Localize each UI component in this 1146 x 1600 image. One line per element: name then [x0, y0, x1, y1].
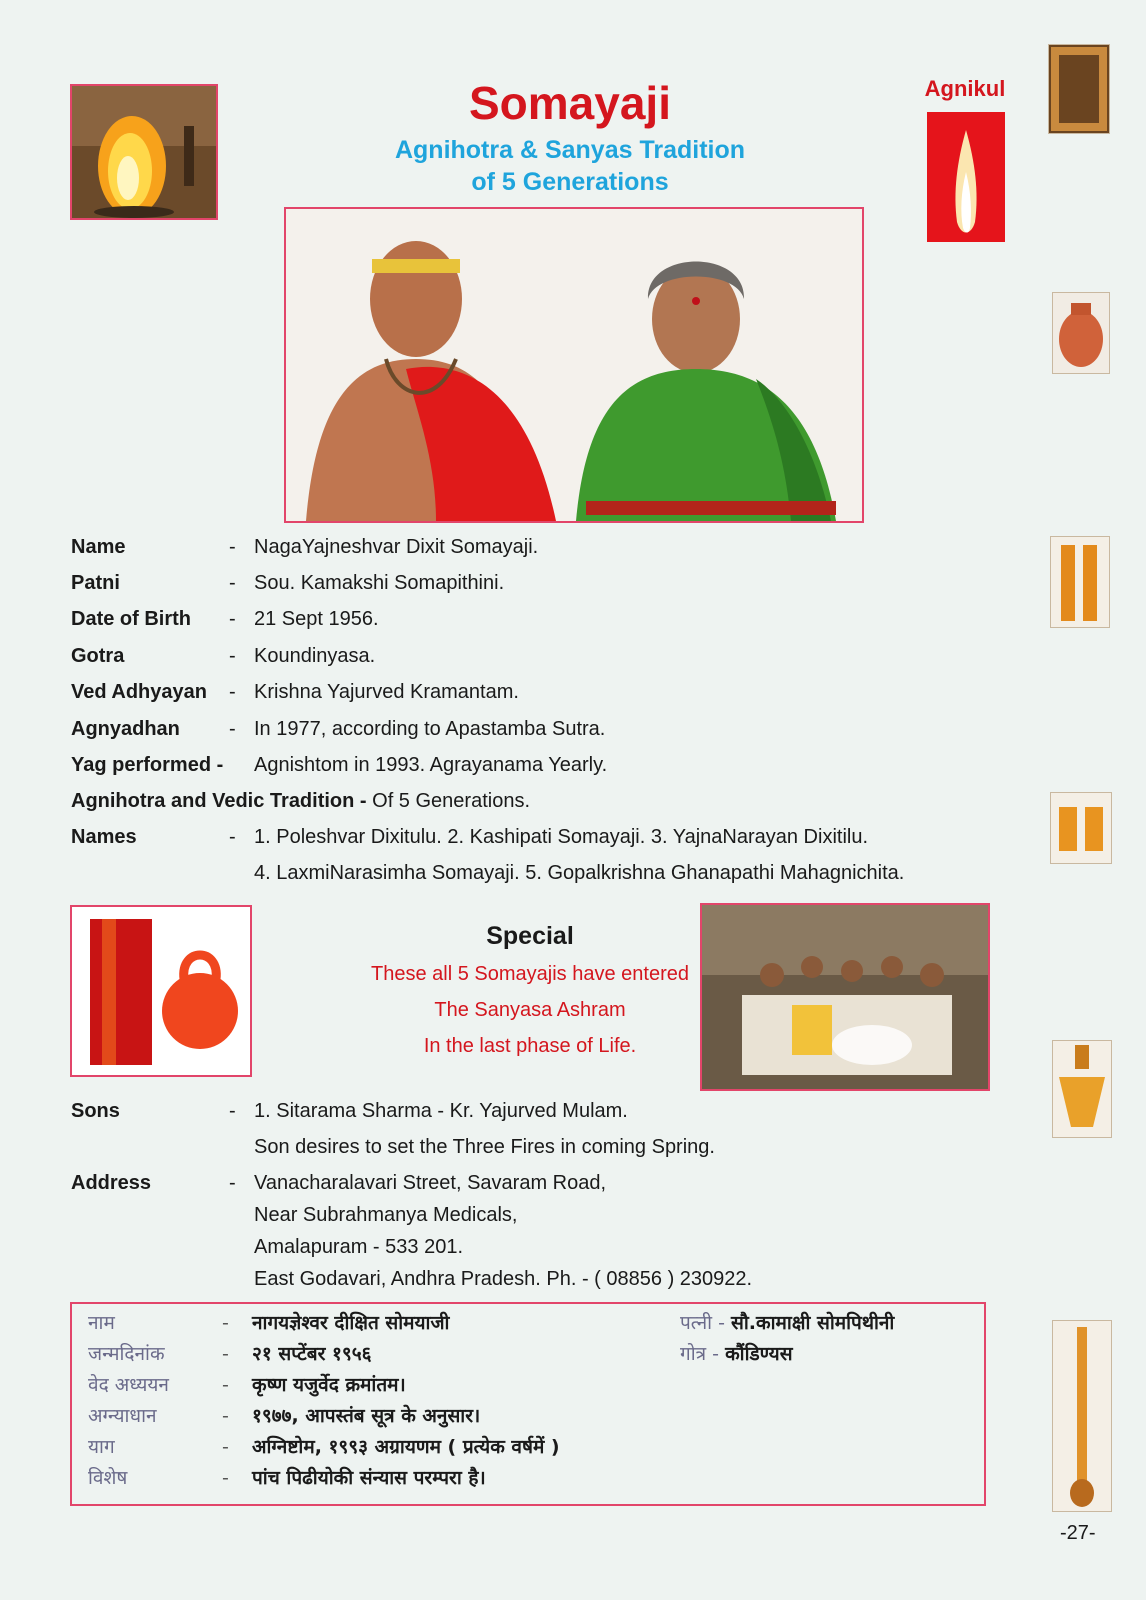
detail-dash: -: [229, 718, 236, 740]
subtitle-line-2: of 5 Generations: [471, 168, 669, 196]
detail-dash: -: [229, 572, 236, 594]
hindi-value: १९७७, आपस्तंब सूत्र के अनुसार।: [252, 1405, 481, 1427]
hindi-dash: -: [222, 1436, 229, 1458]
wooden-ladle-icon: [1052, 1040, 1112, 1138]
hindi-value: पांच पिढीयोकी संन्यास परम्परा है।: [252, 1467, 486, 1489]
detail-value: Sou. Kamakshi Somapithini.: [254, 572, 505, 594]
special-line-3: In the last phase of Life.: [423, 1035, 637, 1057]
special-line-2: The Sanyasa Ashram: [434, 999, 626, 1021]
hindi-label: याग: [88, 1436, 115, 1458]
hindi-dash: -: [222, 1467, 229, 1489]
detail-value: Krishna Yajurved Kramantam.: [254, 681, 519, 703]
subtitle-line-1: Agnihotra & Sanyas Tradition: [394, 136, 746, 164]
detail-value: 21 Sept 1956.: [254, 608, 379, 630]
hindi-label: विशेष: [88, 1467, 128, 1489]
detail-dash: -: [229, 608, 236, 630]
ritual-vessel-image: [70, 905, 252, 1077]
detail-label: Ved Adhyayan: [71, 681, 207, 703]
wooden-spoon-icon: [1052, 1320, 1112, 1512]
hindi-value: कृष्ण यजुर्वेद क्रमांतम।: [252, 1374, 406, 1396]
detail-value: NagaYajneshvar Dixit Somayaji.: [254, 536, 539, 558]
detail-dash: -: [229, 681, 236, 703]
detail-value: Koundinyasa.: [254, 645, 376, 667]
names-line-2: 4. LaxmiNarasimha Somayaji. 5. Gopalkrishna Ghanapathi Mahagnichita.: [254, 862, 905, 884]
tradition-value: Of 5 Generations.: [366, 790, 530, 812]
hindi-label: नाम: [88, 1312, 115, 1334]
detail-label: Yag performed -: [71, 754, 224, 776]
detail-dash: -: [229, 536, 236, 558]
detail-value: Agnishtom in 1993. Agrayanama Yearly.: [254, 754, 608, 776]
page-number: -27-: [1060, 1522, 1096, 1544]
flame-icon: [927, 112, 1005, 242]
agnikul-label: Agnikul: [924, 76, 1006, 101]
hindi-label: गोत्र -: [680, 1343, 720, 1365]
detail-label: Name: [71, 536, 126, 558]
hindi-value: २१ सप्टेंबर १९५६: [252, 1343, 372, 1365]
hindi-dash: -: [222, 1312, 229, 1334]
tradition-label: Agnihotra and Vedic Tradition -: [71, 790, 367, 812]
address-line-3: Amalapuram - 533 201.: [254, 1236, 464, 1258]
detail-label: Agnyadhan: [71, 718, 180, 740]
group-ritual-photo: [700, 903, 990, 1091]
address-line-2: Near Subrahmanya Medicals,: [254, 1204, 518, 1226]
address-line-4: East Godavari, Andhra Pradesh. Ph. - ( 08856 ) 230922.: [254, 1268, 753, 1290]
wooden-blocks-icon: [1050, 792, 1112, 864]
detail-dash: -: [229, 826, 236, 848]
special-line-1: These all 5 Somayajis have entered: [371, 963, 689, 985]
hindi-label: पत्नी -: [680, 1312, 725, 1334]
special-title: Special: [486, 922, 574, 950]
hindi-value: नागयज्ञेश्वर दीक्षित सोमयाजी: [252, 1312, 450, 1334]
hindi-dash: -: [222, 1343, 229, 1365]
sons-label: Sons: [71, 1100, 120, 1122]
address-line-1: Vanacharalavari Street, Savaram Road,: [254, 1172, 607, 1194]
detail-row-tradition: [71, 787, 530, 815]
detail-label: Date of Birth: [71, 608, 191, 630]
sons-value: 1. Sitarama Sharma - Kr. Yajurved Mulam.: [254, 1100, 628, 1122]
detail-label: Names: [71, 826, 137, 848]
hindi-label: जन्मदिनांक: [88, 1343, 165, 1365]
sons-dash: -: [229, 1100, 236, 1122]
wooden-frame-icon: [1048, 44, 1110, 134]
hindi-dash: -: [222, 1374, 229, 1396]
fire-ritual-photo: [70, 84, 218, 220]
detail-value: In 1977, according to Apastamba Sutra.: [254, 718, 606, 740]
couple-portrait-photo: [284, 207, 864, 523]
address-label: Address: [71, 1172, 152, 1194]
address-dash: -: [229, 1172, 236, 1194]
detail-dash: -: [229, 645, 236, 667]
clay-pot-icon: [1052, 292, 1110, 374]
hindi-label: वेद अध्ययन: [88, 1374, 169, 1396]
hindi-row-gotra: [680, 1339, 793, 1369]
wooden-sticks-icon: [1050, 536, 1110, 628]
hindi-value: अग्निष्टोम, १९९३ अग्रायणम ( प्रत्येक वर्षमें ): [252, 1436, 560, 1458]
hindi-label: अग्न्याधान: [88, 1405, 157, 1427]
hindi-value: सौ.कामाक्षी सोमपिथीनी: [731, 1312, 895, 1334]
detail-label: Patni: [71, 572, 120, 594]
sons-line-2: Son desires to set the Three Fires in coming Spring.: [254, 1136, 715, 1158]
hindi-value: कौंडिण्यस: [725, 1343, 793, 1365]
hindi-row-patni: [680, 1308, 894, 1338]
detail-label: Gotra: [71, 645, 125, 667]
hindi-dash: -: [222, 1405, 229, 1427]
detail-value: 1. Poleshvar Dixitulu. 2. Kashipati Somayaji. 3. YajnaNarayan Dixitilu.: [254, 826, 869, 848]
page-title: Somayaji: [469, 77, 671, 129]
